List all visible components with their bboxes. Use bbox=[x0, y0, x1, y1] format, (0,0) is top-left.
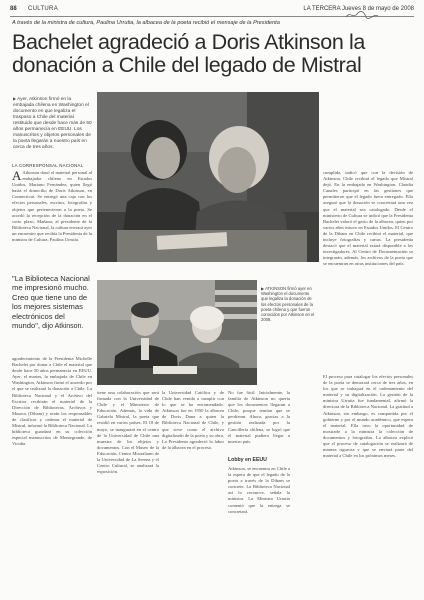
column-4-lobby bbox=[228, 466, 290, 562]
column-1-bottom bbox=[12, 356, 92, 568]
pull-quote bbox=[12, 274, 94, 331]
caption-mid-text: ATKINSON firmó ayer en Washington el documento que legaliza la donación de los efectos personales de la poeta chilena y que fueron conocidos por Atkinson en el 2008. bbox=[261, 286, 315, 323]
kicker: A través de la ministra de cultura, Paulina Urrutia, la albacea de la poeta recibió el mensaje de la Presidenta bbox=[12, 20, 280, 26]
photo-atkinson-portrait bbox=[97, 92, 319, 262]
caption-marker-icon: ▶ bbox=[13, 96, 17, 101]
column-1-bottom-text: agradecimiento de la Presidenta Michelle Bachelet por donar a Chile el material que desde hace 50 años permanecía en EEUU. Ayer, el martes, la embajada de Chile en Washington, Atkinson firmó el acuerdo por el que se realizará la donación a Chile. La Biblioteca Nacional y el Archivo del Escritor recibirán el material de la Dirección de Bibliotecas, Archivos y Museos (Dibam) y serán los responsables de clasificar y ordenar el material de Mistral, informó la Biblioteca Nacional. La biblioteca guardará en su colección especial manuscritos de Montegrande, de Vicuña. bbox=[12, 356, 92, 447]
column-3-bottom bbox=[162, 390, 224, 562]
column-1-text: Atkinson donó el material personal al embajador chileno en Estados Unidos, Mariano Fernández, quien llegó hasta el domicilio de Doris Atkinson, en Connecticut. Se entregó una caja con los efectos personales, escritos, fotografías y objetos que pertenecieron a la poeta. Se acordó la recepción de la donación en el corto plazo. Mañana, al presidente de la Biblioteca Nacional, la cultura enviará ayer un encuentro que recibía la Presidenta de la ministra de Cultura, Paulina Urrutia. bbox=[12, 170, 92, 243]
column-3-bottom-text: la Universidad Católica y de Chile han venido a cumplir con lo que se ha encomendado. Atkinson fue en 1950 la albacea de Doris Dana a quien la Biblioteca Nacional de Chile, y que sirve como el archivo digitalizado de la poeta y su obra. La Presidenta agradeció la labor de la albacea en el proceso. bbox=[162, 390, 224, 450]
publication-dateline: LA TERCERA Jueves 8 de mayo de 2008 bbox=[303, 6, 414, 12]
column-5-bottom-text: El proceso para catalogar los efectos personales de la poeta se demorará cerca de tres años, en los que se trabajará en el ordenamiento del material y su digitalización. La gestión de la ministra Urrutia fue fundamental, afirmó la directora de la Biblioteca Nacional. La gratitud a Atkinson, sin embargo, es compartida por el gobierno y por el mundo académico, que espera el material. Ella tuvo la oportunidad de mostrarle a la ministra la colección de documentos y fotografías. La albacea explicó que el proceso de catalogación se realizará de manera rigurosa y que se enviará parte del material a Chile en los próximos meses. bbox=[323, 374, 413, 459]
pull-quote-attribution: dijo Atkinson. bbox=[42, 323, 84, 331]
subhead-lobby: Lobby en EEUU bbox=[228, 457, 267, 463]
column-2-bottom-text: tiene una colaboración que será firmada con la Universidad de Chile y el Ministerio de Educación. Además, la vida de Gabriela Mistral, la poeta que residió en varios países. El 18 de mayo, se inaugurará en el centro de la Universidad de Chile una muestra de los objetos y documentos. Con el Museo de la Educación, Centro Mistraliano de la Universidad de La Serena y el Centro Cultural, se analizará la exposición. bbox=[97, 390, 159, 475]
column-4-text: No fue fácil. Inicialmente, la familia de Atkinson no quería que los documentos llegaran a Chile, porque temían que se perdieran. Ahora, gracias a la gestión realizada por la Cancillería chilena, se logró que el material pudiera llegar a nuestro país. bbox=[228, 390, 290, 444]
headline: Bachelet agradeció a Doris Atkinson la donación a Chile del legado de Mistral bbox=[12, 30, 365, 77]
column-5-top bbox=[323, 170, 413, 370]
column-2-bottom bbox=[97, 390, 159, 562]
caption-marker-icon: ▶ bbox=[261, 286, 265, 291]
photo-caption-mid bbox=[261, 286, 317, 332]
photo-signing bbox=[97, 280, 257, 385]
photo-caption-top bbox=[13, 96, 93, 158]
column-5-text: cumplida, indicó que con la decisión de Atkinson, Chile recibirá el legado que Mistral dejó. En la embajada en Washington, Claudia Canales participó en las gestiones que permitieron que el legado fuera entregado. Ella aseguró que la donación se concretará una vez que el material sea catalogado. Desde el ministerio de Cultura se indicó que la Presidenta Bachelet valoró el gesto de la albacea, quien por varios años estuvo en Estados Unidos. El Centro de la Dibam en Chile recibirá el material, que incluye fotografías y cartas. La presidenta destacó que el material estará disponible a los investigadores. Al Centro de Documentación se integrarán, además, los archivos de la poeta que se encuentran en otras instituciones del país. bbox=[323, 170, 413, 267]
dropcap-A: A bbox=[12, 170, 22, 183]
pull-quote-text: "La Biblioteca Nacional me impresionó mucho. Creo que tiene uno de los mejores sistemas electrónicos del mundo", bbox=[12, 274, 90, 331]
byline: LA CORRESPONSAL NACIONAL bbox=[12, 163, 84, 168]
column-4-top bbox=[228, 390, 290, 452]
column-1-body bbox=[12, 170, 92, 268]
column-5-bottom bbox=[323, 374, 413, 564]
caption-text: Ayer, Atkinson firmó en la embajada chilena en Washington el documento en que legaliza el traspaso a Chile del material restituido que desde hace más de 50 años permanecía en EEUU. Los manuscritos y objetos personales de la poeta llegarán a nuestro país en cerca de tres años. bbox=[13, 97, 92, 150]
section-name: CULTURA bbox=[28, 6, 58, 12]
column-4-lobby-text: Atkinson, se encuentra en Chile a la espera de que el legado de la poeta a través de la Dibam se concrete. La Biblioteca Nacional así lo reconoce, señala la ministra. La Ministra Urrutia comentó que la entrega se concretará. bbox=[228, 466, 290, 514]
page-number: 88 bbox=[10, 6, 17, 12]
